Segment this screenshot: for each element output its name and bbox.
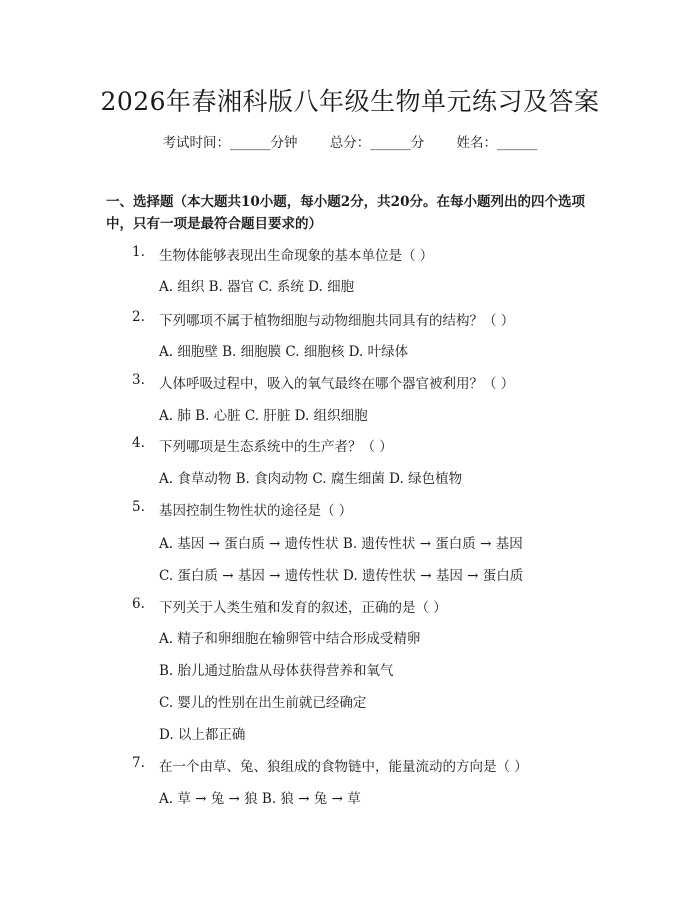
question-text: 下列哪项不属于植物细胞与动物细胞共同具有的结构？（ ） <box>159 313 515 329</box>
question-5-option-ab: A. 基因 → 蛋白质 → 遗传性状 B. 遗传性状 → 蛋白质 → 基因 <box>159 536 523 552</box>
question-6-option-c: C. 婴儿的性别在出生前就已经确定 <box>159 695 367 711</box>
question-number: 7. <box>132 755 145 771</box>
question-text: 下列哪项是生态系统中的生产者？（ ） <box>159 439 393 455</box>
question-text: 下列关于人类生殖和发育的叙述，正确的是（ ） <box>159 600 447 616</box>
question-text: 人体呼吸过程中，吸入的氧气最终在哪个器官被利用？（ ） <box>159 376 515 392</box>
question-3-options: A. 肺 B. 心脏 C. 肝脏 D. 组织细胞 <box>159 408 368 424</box>
question-6-option-a: A. 精子和卵细胞在输卵管中结合形成受精卵 <box>159 631 421 647</box>
question-2-options: A. 细胞壁 B. 细胞膜 C. 细胞核 D. 叶绿体 <box>159 344 409 360</box>
question-number: 1. <box>132 244 145 260</box>
exam-meta <box>0 131 700 151</box>
section-heading: 一、选择题（本大题共10小题，每小题2分，共20分。在每小题列出的四个选项中，只有一项是最符合题目要求的） <box>106 194 585 232</box>
question-7-options: A. 草 → 兔 → 狼 B. 狼 → 兔 → 草 <box>159 791 361 807</box>
question-number: 6. <box>132 596 145 612</box>
question-text: 在一个由草、兔、狼组成的食物链中，能量流动的方向是（ ） <box>159 759 528 775</box>
question-6-option-b: B. 胎儿通过胎盘从母体获得营养和氧气 <box>159 663 394 679</box>
question-4-options: A. 食草动物 B. 食肉动物 C. 腐生细菌 D. 绿色植物 <box>159 471 463 487</box>
total-score-field: 总分：______分 <box>329 135 425 151</box>
question-number: 2. <box>132 309 145 325</box>
question-number: 5. <box>132 499 145 515</box>
exam-time-field: 考试时间：______分钟 <box>162 135 298 151</box>
question-1-options: A. 组织 B. 器官 C. 系统 D. 细胞 <box>159 279 355 295</box>
question-text: 基因控制生物性状的途径是（ ） <box>159 503 353 519</box>
question-6-option-d: D. 以上都正确 <box>159 727 246 743</box>
question-text: 生物体能够表现出生命现象的基本单位是（ ） <box>159 248 434 264</box>
question-number: 3. <box>132 372 145 388</box>
question-5-option-cd: C. 蛋白质 → 基因 → 遗传性状 D. 遗传性状 → 基因 → 蛋白质 <box>159 568 524 584</box>
document-title: 2026年春湘科版八年级生物单元练习及答案 <box>100 87 600 116</box>
question-number: 4. <box>132 435 145 451</box>
name-field: 姓名：______ <box>456 135 538 151</box>
